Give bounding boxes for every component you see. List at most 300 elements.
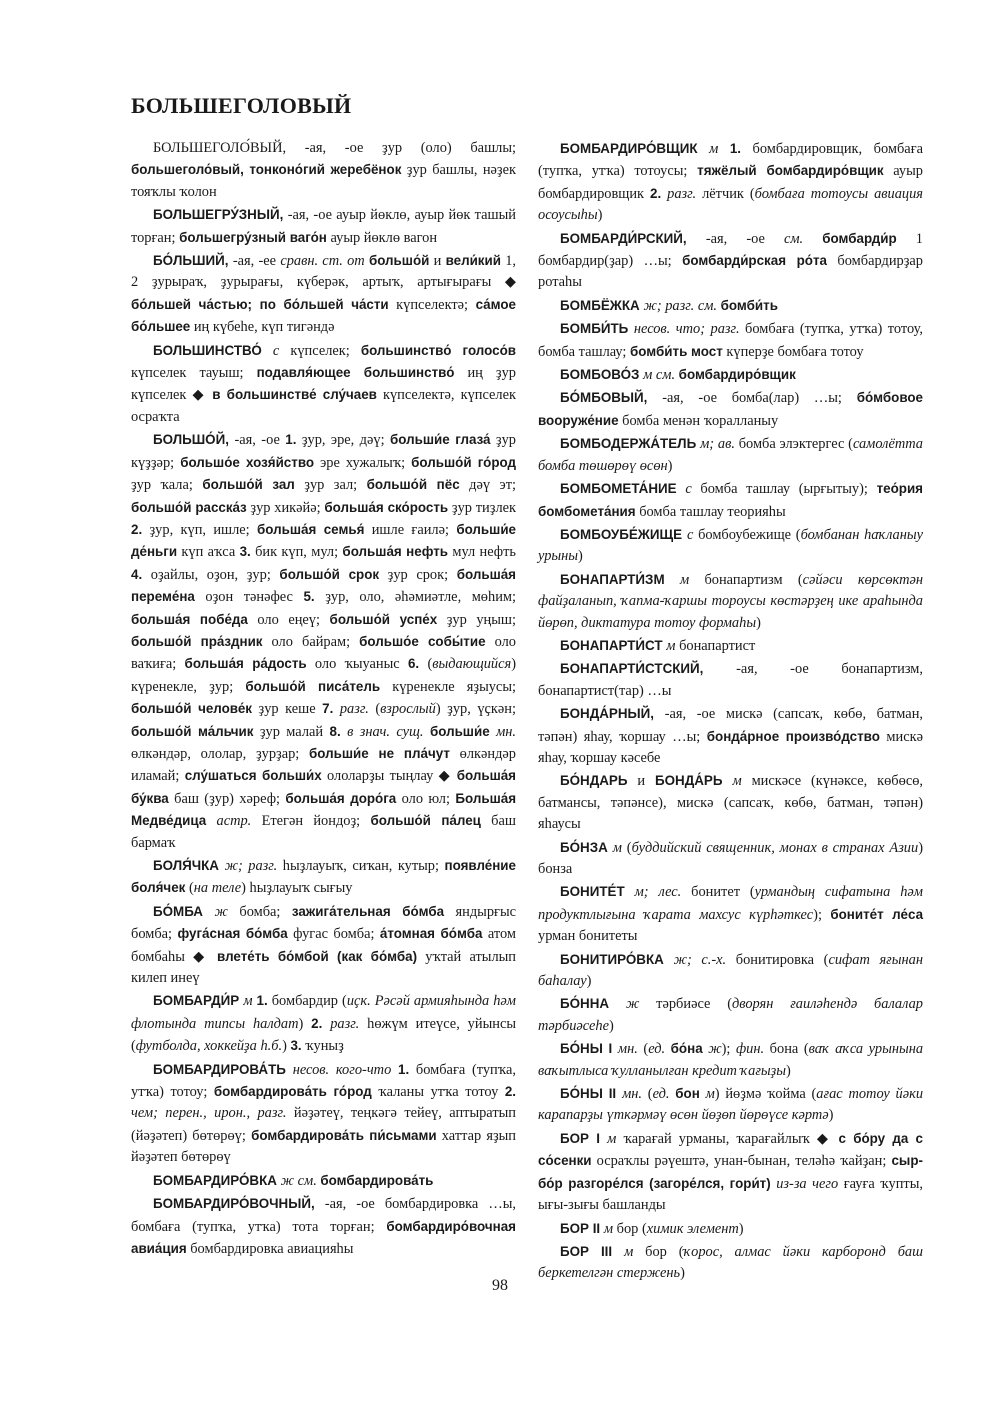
translation-text (206, 813, 216, 829)
headword-text: подавля́ющее большинство́ (256, 365, 455, 381)
headword-text: бон (675, 1086, 700, 1102)
dictionary-entry (538, 881, 923, 947)
dictionary-entry (538, 569, 923, 634)
grammar-note: м (624, 1243, 634, 1260)
translation-text: бона ( (764, 1041, 809, 1058)
grammar-note: м (612, 839, 622, 856)
translation-text: ҙур ҡала; (131, 477, 203, 494)
headword-text: БОЛЬШО́Й, (153, 432, 235, 448)
translation-text: оло байрам; (262, 633, 360, 650)
translation-text: ( (621, 839, 632, 856)
grammar-note: с (272, 342, 280, 359)
headword-text: появле́ние боля́чек (131, 858, 516, 896)
translation-text: ололарҙы тыңлау ◆ (321, 768, 457, 785)
translation-text: ҡаланы утҡа тотоу (371, 1084, 505, 1101)
dictionary-entry (538, 364, 923, 386)
headword-text: бомбардиро́вочная авиа́ция (131, 1218, 516, 1256)
translation-text: дәү эт; (459, 477, 516, 494)
grammar-note: м (680, 571, 690, 588)
translation-text: күперҙе бомбаға тотоу (722, 343, 864, 360)
translation-text: күпселектә; (388, 296, 476, 313)
headword-text: большо́е хозя́йство (180, 454, 315, 470)
translation-text: ( (368, 701, 381, 718)
headword-text: БО́НЫ I (560, 1041, 618, 1057)
translation-text: күп аҡса (177, 544, 240, 561)
translation-text: -ая, -ое бомба(лар) …ы; (662, 390, 857, 407)
headword-text: больша́я ра́дость (184, 656, 307, 672)
translation-text: ҙур срок; (379, 566, 457, 583)
headword-text: БОР II (560, 1220, 604, 1236)
translation-text: ҙур, күп, ишле; (142, 521, 257, 538)
translation-text: -ая, -ое бомбардировка …ы, бомбаға (тупҡа, утҡа) тота торған; (131, 1196, 516, 1235)
translation-text: 1 бомбардир(ҙар) …ы; (538, 230, 923, 270)
translation-text: баш (ҙур) хәреф; (168, 790, 286, 807)
translation-text: ауыр йөклө вагон (326, 229, 438, 246)
dictionary-entry (131, 1170, 516, 1192)
dictionary-entry (538, 703, 923, 769)
headword-text: БОНАПАРТИ́СТСКИЙ, (560, 661, 737, 677)
grammar-note: несов. что; разг. (633, 321, 740, 338)
grammar-note: ваҡ аҡса урынына ваҡытлыса ҡулланылған кредит ҡағыҙы (538, 1041, 924, 1079)
dictionary-entry (131, 429, 516, 854)
grammar-note: сифат яғынан баһалау (538, 951, 924, 990)
translation-text: ҙур, эре, дәү; (296, 432, 390, 449)
grammar-note: ж; с.-х. (673, 951, 727, 968)
translation-text: ) (738, 1220, 744, 1237)
translation-text: бик күп, мул; (250, 544, 343, 561)
headword-text: больша́я побе́да (131, 611, 248, 627)
translation-text: ) (667, 457, 673, 474)
headword-text: вели́кий (445, 253, 501, 269)
headword-text: а́томная бо́мба (379, 926, 483, 942)
grammar-note: м (666, 637, 676, 654)
translation-text: ) йөҙмә ҡойма ( (714, 1086, 817, 1103)
translation-text: һөжүм итеүсе, уйынсы ( (131, 1015, 517, 1055)
headword-text: Больша́я Медве́дица (131, 790, 517, 829)
headword-text: больши́е не пла́чут (309, 745, 450, 761)
dictionary-entry (538, 228, 923, 294)
grammar-note: с (685, 481, 692, 498)
grammar-note: ед. (652, 1086, 670, 1103)
translation-text: бор ( (633, 1243, 684, 1260)
translation-text: ) (597, 207, 603, 224)
grammar-note: разг. (339, 701, 369, 718)
translation-text: ҙур, оло, әһәмиәтле, мөһим; (314, 589, 517, 606)
headword-text: больша́я ско́рость (324, 499, 449, 515)
headword-text: тяжёлый бомбардиро́вщик (697, 163, 884, 179)
translation-text: ( (185, 880, 194, 897)
headword-text: 2. (311, 1015, 323, 1031)
grammar-note: м; ав. (700, 436, 735, 453)
translation-text: ) күренекле, ҙур; (131, 656, 516, 695)
translation-text: урман бонитеты (538, 928, 638, 945)
translation-text: бомба ташлау (ырғытыу); (691, 481, 877, 498)
headword-text: БОМБОДЕРЖА́ТЕЛЬ (560, 436, 701, 452)
grammar-note: м (709, 141, 719, 157)
dictionary-entry (538, 1038, 923, 1082)
headword-text: бомби́ть (720, 297, 778, 313)
grammar-note: на теле (193, 880, 242, 897)
headword-text: БОНИТЕ́Т (560, 884, 635, 900)
running-head: БОЛЬШЕГОЛОВЫЙ (131, 93, 352, 118)
translation-text: өлкәндәр, ололар, ҙурҙар; (131, 745, 310, 762)
headword-text: большо́й расска́з (131, 499, 247, 515)
translation-text: осраҡлы рәүештә, унан-бынан, теләһә ҡайҙан; (591, 1153, 892, 1170)
grammar-note: из-за чего (776, 1175, 839, 1192)
headword-text: бомбарди́рская ро́та (682, 253, 827, 269)
headword-text: большо́й па́лец (370, 813, 481, 829)
dictionary-entry (131, 901, 516, 990)
grammar-note: ед. (648, 1041, 666, 1058)
translation-text: баш бармаҡ (131, 813, 516, 851)
grammar-note: урмандың сифатына һәм продуктлығына ҡарата махсус күрһәткес (538, 884, 923, 923)
headword-text: БОМБАРДИРО́ВЩИК (560, 141, 710, 156)
headword-text: 4. (131, 566, 143, 582)
headword-text: 1. (729, 141, 741, 156)
grammar-note: дворян ғаиләһендә балалар тәрбиәсеһе (538, 996, 923, 1034)
dictionary-entry (131, 138, 516, 203)
translation-text: бомба ташлау теорияһы (635, 503, 786, 520)
headword-text: БОМБЁЖКА (560, 297, 644, 313)
translation-text: ) ҙур, үҫкән; (435, 701, 517, 718)
grammar-note: химик элемент (646, 1220, 739, 1237)
dictionary-entry (131, 204, 516, 249)
headword-text: бонда́рное произво́дство (706, 728, 880, 744)
headword-text: БОНИТИРО́ВКА (560, 951, 674, 967)
headword-text: бо́на (670, 1041, 703, 1057)
grammar-note: м (705, 1086, 715, 1103)
translation-text: йәҙәтеү, теңкәгә тейеү, аптыратып (йәҙәтеп) бөтөрөү; (131, 1105, 516, 1144)
grammar-note: в знач. сущ. (347, 723, 424, 740)
dictionary-entry (538, 478, 923, 523)
headword-text: 8. (329, 723, 341, 739)
headword-text: больши́е глаза́ (389, 432, 491, 448)
dictionary-entry (131, 855, 516, 900)
translation-text: күпселек тауыш; (131, 365, 257, 382)
headword-text: 7. (322, 701, 334, 717)
grammar-note: астр. (216, 813, 252, 830)
translation-text: бонапартист (675, 637, 756, 654)
headword-text: большо́й пёс (366, 477, 460, 493)
dictionary-entry (538, 949, 923, 993)
translation-text: ) (608, 1017, 614, 1034)
translation-text: ҙур уңыш; (437, 611, 516, 628)
translation-text: бомба менән ҡоралланыу (618, 412, 779, 429)
headword-text: большегру́зный ваго́н (179, 229, 327, 245)
translation-text: бор ( (613, 1220, 647, 1237)
grammar-note: ж (708, 1041, 722, 1058)
translation-text: яндырғыс бомба; (131, 903, 517, 943)
headword-text: 1. (256, 993, 268, 1009)
grammar-note: разг. (667, 185, 697, 202)
translation-text: -ая, -ее (232, 253, 281, 270)
grammar-note: сәйәси көрсөктән файҙаланып, ҡапма-ҡаршы тороусы көстәрҙең ике араһында йөрөп, диктатура тотоу формаһы (538, 571, 924, 631)
translation-text: ) (756, 614, 761, 631)
headword-text: БОНАПАРТИ́ЗМ (560, 571, 680, 587)
translation-text: оҙайлы, оҙон, ҙур; (142, 566, 280, 583)
grammar-note: выдающийся (432, 656, 512, 673)
headword-text: больша́я доро́га (285, 790, 397, 806)
translation-text: ҙур башлы, нәҙек тояҡлы ҡолон (131, 162, 516, 200)
translation-text: күпселектә, күпселек осраҡта (131, 387, 516, 425)
translation-text: мискә яһау, ҡоршау кәсебе (538, 728, 924, 766)
translation-text: ( (419, 656, 433, 673)
headword-text: БО́МБОВЫЙ, (560, 390, 663, 406)
headword-text: большинство́ голосо́в (360, 342, 516, 358)
translation-text: ( (641, 1086, 653, 1103)
translation-text: бомба; (227, 903, 292, 920)
grammar-note: сравн. ст. от (280, 253, 369, 270)
headword-text: 2. (131, 521, 143, 537)
translation-text (391, 1062, 398, 1078)
dictionary-entry (538, 993, 923, 1037)
translation-text: Етегән йондоҙ; (251, 813, 371, 830)
dictionary-entry (538, 387, 923, 432)
translation-text: ) (282, 1038, 291, 1055)
headword-text: БОМБАРДИРОВА́ТЬ (153, 1061, 293, 1077)
translation-text: и (429, 253, 446, 270)
grammar-note: взрослый (380, 701, 436, 718)
grammar-note: ж; разг. (224, 858, 278, 874)
headword-text: в большинстве́ слу́чаев (212, 387, 377, 403)
grammar-note: ҡорос, алмас йәки карборонд баш беркетелгән стержень (538, 1243, 923, 1282)
dictionary-entry (538, 524, 923, 568)
grammar-note: м см. (643, 367, 676, 384)
headword-text: большо́й успе́х (329, 611, 438, 627)
translation-text: БОЛЬШЕГОЛО́ВЫЙ, -ая, -ое ҙур (оло) башлы; (153, 140, 516, 156)
translation-text: и (627, 773, 655, 790)
grammar-note: м (243, 993, 253, 1010)
dictionary-entry (538, 770, 923, 835)
translation-text: атом бомбаһы ◆ (131, 926, 516, 965)
headword-text: большо́й челове́к (131, 701, 253, 717)
headword-text: большо́й го́род (411, 454, 517, 470)
right-column (538, 138, 923, 1286)
grammar-note: самолётта бомба төшөрөү өсөн (538, 436, 923, 474)
headword-text: больша́я переме́на (131, 566, 516, 605)
headword-text: сыр-бо́р разгоре́лся (загоре́лся, гори́т) (538, 1153, 923, 1191)
translation-text: эре хужалыҡ; (314, 454, 412, 471)
translation-text: ( (637, 1041, 649, 1058)
translation-text: һыҙлауыҡ, сиҡан, кутыр; (277, 858, 445, 874)
dictionary-entry (538, 1128, 923, 1217)
translation-text: бомбардирҙар ротаһы (538, 253, 923, 291)
translation-text: ) (298, 1015, 312, 1032)
headword-text: 1. (398, 1061, 410, 1077)
translation-text: ғауға ҡупты, ығы-зығы башланды (538, 1175, 923, 1214)
translation-text: ); (813, 906, 831, 923)
grammar-note: бомбанан һаҡланыу урыны (538, 526, 923, 565)
grammar-note: ж; разг. см. (643, 297, 718, 314)
headword-text: БОМБОМЕТА́НИЕ (560, 481, 686, 497)
headword-text: БОР III (560, 1243, 625, 1259)
translation-text: оло юл; (396, 790, 456, 807)
headword-text: 2. (650, 185, 662, 201)
translation-text: ) (586, 973, 592, 990)
grammar-note: м (732, 773, 742, 790)
translation-text: ҙур күҙҙәр; (131, 432, 516, 471)
translation-text: бонитировка ( (726, 951, 829, 968)
dictionary-entry (538, 658, 923, 702)
translation-text: 1, 2 ҙурыраҡ, ҙурырағы, күберәк, артыҡ, артығырағы ◆ (131, 253, 516, 291)
headword-text: 6. (407, 656, 420, 672)
headword-text: тео́рия бомбомета́ния (538, 481, 923, 519)
headword-text: больши́е (429, 723, 490, 739)
headword-text: БОЛЬШЕГРУ́ЗНЫЙ, (153, 207, 288, 223)
headword-text: большо́й пра́здник (131, 633, 263, 649)
headword-text: БОМБАРДИ́РСКИЙ, (560, 230, 706, 246)
dictionary-entry (538, 1218, 923, 1240)
translation-text: бомба элэктергес ( (734, 436, 853, 453)
translation-text: ҙур тиҙлек (448, 499, 517, 516)
translation-text: ) (578, 548, 583, 565)
dictionary-entry (538, 433, 923, 477)
headword-text: БОМБИ́ТЬ (560, 321, 634, 337)
translation-text: оло ваҡиға; (131, 633, 517, 673)
headword-text: бомбарди́р (822, 230, 897, 246)
translation-text: тәрбиәсе ( (639, 996, 733, 1013)
headword-text: большо́й зал (202, 477, 295, 493)
headword-text: БО́ННА (560, 996, 626, 1012)
grammar-note: м (607, 1130, 617, 1147)
translation-text: бонапартизм ( (689, 571, 803, 588)
grammar-note: с (686, 526, 694, 543)
headword-text: БО́НДАРЬ (560, 773, 628, 789)
headword-text: 3. (290, 1038, 302, 1054)
translation-text: -ая, -ое бонапартизм, бонапартист(тар) …ы (538, 661, 924, 699)
headword-text: БО́НЗА (560, 839, 613, 855)
grammar-note: разг. (330, 1015, 360, 1032)
headword-text: БОР I (560, 1130, 608, 1146)
headword-text: больша́я нефть (342, 544, 449, 560)
translation-text: күренекле яҙыусы; (380, 678, 516, 695)
grammar-note: мн. (622, 1086, 642, 1103)
headword-text: БОМБАРДИРО́ВКА (153, 1172, 281, 1188)
headword-text: БОМБОУБЕ́ЖИЩЕ (560, 526, 687, 542)
headword-text: БО́ЛЬШИЙ, (153, 253, 233, 269)
grammar-note: буддийский священник, монах в странах Азии (631, 839, 919, 856)
headword-text: с бо́ру да с со́сенки (538, 1130, 923, 1169)
translation-text: ); (721, 1041, 736, 1058)
translation-text: бомбаға (тупҡа, утҡа) тотоу; (131, 1061, 516, 1101)
headword-text: большо́й (368, 253, 430, 269)
grammar-note: ж (214, 903, 228, 920)
translation-text (718, 141, 730, 157)
grammar-note: мн. (617, 1041, 638, 1058)
translation-text: бонитет ( (681, 884, 755, 901)
headword-text: большо́й писа́тель (245, 678, 381, 694)
translation-text: оло ҡыуаныс (306, 656, 408, 673)
translation-text: өлкәндәр иламай; (131, 745, 517, 785)
headword-text: 2. (504, 1084, 516, 1100)
headword-text: БОМБОВО́З (560, 367, 644, 383)
translation-text: ҙур зал; (294, 477, 367, 494)
headword-text: фуга́сная бо́мба (177, 926, 288, 942)
dictionary-entry (131, 1193, 516, 1260)
translation-text: бомбардировка авиацияһы (186, 1240, 354, 1257)
translation-text: фугас бомба; (287, 926, 380, 943)
translation-text: ) һыҙлауыҡ сығыу (241, 880, 353, 897)
grammar-note: несов. кого-что (292, 1061, 392, 1078)
translation-text: ҙур кеше (252, 701, 323, 718)
dictionary-entry (538, 295, 923, 317)
dictionary-entry (538, 635, 923, 657)
translation-text: мискәсе (күнәксе, көбөсө, батмансы, тәпәнсе), мискә (сапсаҡ, көбө, батман, тәпән) яһаусы (538, 773, 924, 833)
headword-text: БОМБАРДИ́Р (153, 993, 244, 1009)
dictionary-entry (538, 138, 923, 227)
translation-text: ) (680, 1265, 685, 1282)
headword-text: бомбардиро́вщик (678, 367, 796, 383)
headword-text: большо́й срок (279, 566, 380, 582)
translation-text: -ая, -ое мискә (сапсаҡ, көбө, батман, тәпән) яһау, ҡоршау …ы; (538, 706, 923, 745)
headword-text: больша́я бу́ква (131, 768, 516, 806)
headword-text: БО́НЫ II (560, 1086, 623, 1102)
headword-text: БОНДА́РЬ (654, 773, 733, 789)
dictionary-entry (538, 1083, 923, 1127)
translation-text: бомбаға (тупҡа, утҡа) тотоу, бомба ташлау; (538, 321, 924, 360)
translation-text: уҡтай атылып килеп инеү (131, 948, 516, 987)
translation-text (803, 231, 822, 247)
headword-text: боните́т ле́са (830, 906, 924, 922)
headword-text: бомби́ть мост (630, 343, 723, 359)
headword-text: больша́я семья́ (257, 521, 365, 537)
translation-text: ауыр бомбардировщик (538, 163, 923, 202)
translation-text: ҙур малай (253, 723, 330, 740)
translation-text: ҙур хикәйә; (246, 499, 325, 516)
headword-text: са́мое бо́льшее (131, 296, 516, 335)
left-column (131, 138, 516, 1261)
translation-text: оло еңеү; (247, 611, 330, 628)
translation-text: -ая, -ое ауыр йөклө, ауыр йөк ташый торған; (131, 207, 516, 246)
translation-text: иң ҙур күпселек ◆ (131, 365, 516, 404)
dictionary-entry (131, 250, 516, 339)
translation-text: мул нефть (448, 544, 516, 561)
headword-text: БОНДА́РНЫЙ, (560, 706, 665, 722)
translation-text: хаттар яҙып йәҙәтеп бөтөрөү (131, 1127, 517, 1166)
translation-text: иң күбеһе, күп тигәндә (190, 319, 335, 336)
grammar-note: чем; перен., ирон., разг. (131, 1105, 287, 1122)
translation-text: бомбоубежище ( (693, 526, 801, 543)
translation-text: лётчик ( (696, 185, 755, 202)
translation-text: ишле ғаилә; (364, 521, 457, 538)
translation-text: күпселек; (279, 342, 361, 359)
translation-text: оҙон тәнәфес (194, 589, 304, 606)
dictionary-entry (538, 318, 923, 363)
headword-text: больши́е де́ньги (131, 521, 517, 560)
headword-text: бомбардирова́ть го́род (213, 1084, 372, 1100)
headword-text: большеголо́вый, тонконо́гий жеребёнок (131, 162, 402, 178)
translation-text: ҡуныҙ (301, 1038, 344, 1055)
headword-text: бомбардирова́ть (320, 1172, 434, 1188)
grammar-note: ағас тотоу йәки карапарҙы үткәрмәү өсөн йөҙөп йөрөүсе кәртә (538, 1086, 924, 1124)
translation-text: ) (786, 1062, 791, 1079)
translation-text: -ая, -ое (705, 230, 784, 247)
grammar-note: футболда, хоккейҙа һ.б. (135, 1038, 283, 1055)
translation-text: бомбардир ( (267, 993, 347, 1010)
grammar-note: иҫк. Рәсәй армияһында һәм флотында типсы һалдат (131, 993, 516, 1032)
headword-text: бо́мбовое вооруже́ние (538, 390, 923, 428)
headword-text: 5. (303, 589, 315, 605)
headword-text: слу́шаться больши́х (184, 768, 322, 784)
headword-text: БОЛЯ́ЧКА (153, 858, 225, 873)
grammar-note: ж см. (280, 1172, 317, 1189)
grammar-note: ж (625, 996, 640, 1013)
headword-text: бо́льшей ча́стью; по бо́льшей ча́сти (131, 296, 389, 312)
dictionary-entry (538, 837, 923, 881)
grammar-note: м (603, 1220, 614, 1237)
headword-text: 3. (239, 544, 251, 560)
headword-text: БОНАПАРТИ́СТ (560, 637, 667, 653)
